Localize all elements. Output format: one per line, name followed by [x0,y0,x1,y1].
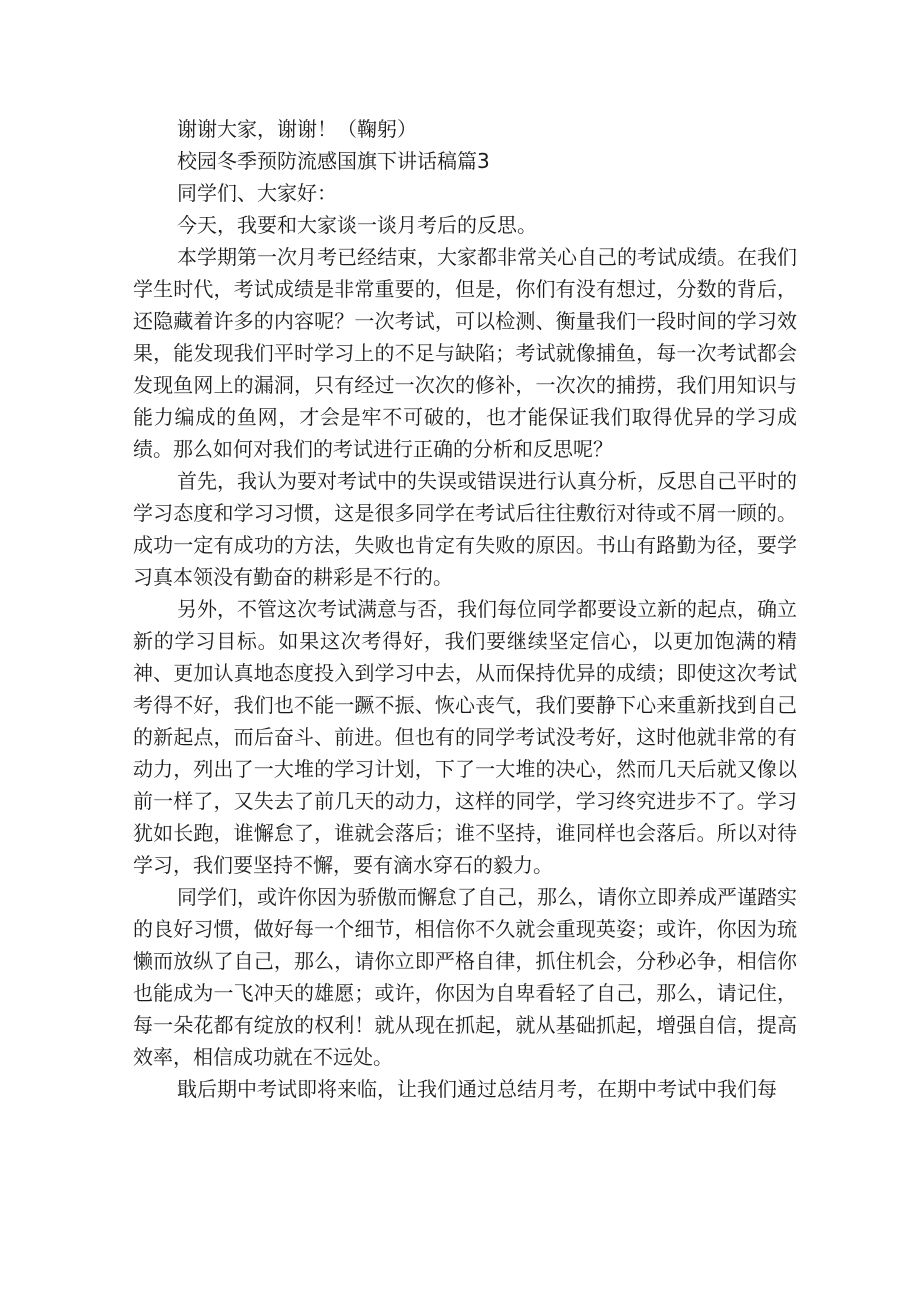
paragraph-students: 同学们，或许你因为骄傲而懈怠了自己，那么，请你立即养成严谨踏实的良好习惯，做好每一个细节，相信你不久就会重现英姿；或许，你因为琉懒而放纵了自己，那么，请你立即严格自律，抓住机会，分秒必争，相信你也能成为一飞冲天的雄愿；或许，你因为自卑看轻了自己，那么，请记住，每一朵花都有绽放的权利！就从现在抓起，就从基础抓起，增强自信，提高效率，相信成功就在不远处。 [133,885,797,1069]
closing-line: 谢谢大家，谢谢！（鞠躬） [177,117,417,141]
section-title: 校园冬季预防流感国旗下讲话稿篇3 [177,149,490,173]
greeting-line: 同学们、大家好： [177,181,337,205]
paragraph-first-exam: 本学期第一次月考已经结束，大家都非常关心自己的考试成绩。在我们学生时代，考试成绩是非常重要的，但是，你们有没有想过，分数的背后，还隐藏着许多的内容呢？一次考试，可以检测、衡量我们一段时间的学习效果，能发现我们平时学习上的不足与缺陷；考试就像捕鱼，每一次考试都会发现鱼网上的漏洞，只有经过一次次的修补，一次次的捕捞，我们用知识与能力编成的鱼网，才会是牢不可破的，也才能保证我们取得优异的学习成绩。那么如何对我们的考试进行正确的分析和反思呢？ [133,245,797,461]
paragraph-besides: 另外，不管这次考试满意与否，我们每位同学都要设立新的起点，确立新的学习目标。如果这次考得好，我们要继续坚定信心，以更加饱满的精神、更加认真地态度投入到学习中去，从而保持优异的成绩；即使这次考试考得不好，我们也不能一蹶不振、恢心丧气，我们要静下心来重新找到自己的新起点，而后奋斗、前进。但也有的同学考试没考好，这时他就非常的有动力，列出了一大堆的学习计划，下了一大堆的决心，然而几天后就又像以前一样了，又失去了前几天的动力，这样的同学，学习终究进步不了。学习犹如长跑，谁懈怠了，谁就会落后；谁不坚持，谁同样也会落后。所以对待学习，我们要坚持不懈，要有滴水穿石的毅力。 [133,597,797,877]
document-page [133,113,797,1105]
paragraph-final: 戢后期中考试即将来临，让我们通过总结月考，在期中考试中我们每 [177,1077,777,1101]
paragraph-first: 首先，我认为要对考试中的失误或错误进行认真分析，反思自己平时的学习态度和学习习惯，这是很多同学在考试后往往敷衍对待或不屑一顾的。成功一定有成功的方法，失败也肯定有失败的原因。书山有路勤为径，要学习真本领没有勤奋的耕彩是不行的。 [133,469,797,589]
intro-line: 今天，我要和大家谈一谈月考后的反思。 [177,213,537,237]
